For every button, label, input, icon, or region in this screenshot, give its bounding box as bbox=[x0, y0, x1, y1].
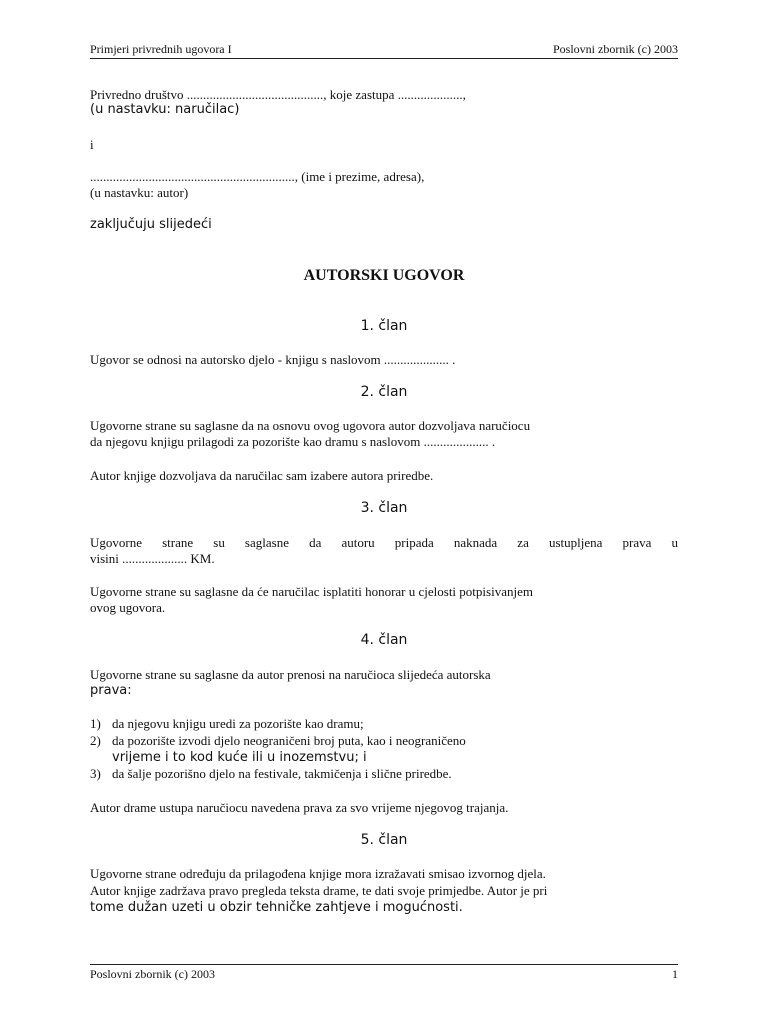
article-4-text-para2: Autor drame ustupa naručiocu navedena prava za svo vrijeme njegovog trajanja. bbox=[90, 800, 509, 815]
header-rule bbox=[90, 58, 678, 59]
article-3-text-line1: Ugovorne strane su saglasne da autoru pripada naknada za ustupljena prava u bbox=[90, 535, 678, 550]
article-4-text-line1: Ugovorne strane su saglasne da autor prenosi na naručioca slijedeća autorska bbox=[90, 667, 491, 682]
party-company-note: (u nastavku: naručilac) bbox=[90, 102, 240, 117]
party-conjunction: i bbox=[90, 137, 94, 152]
party-author-note: (u nastavku: autor) bbox=[90, 185, 189, 200]
article-5-text-line3: tome dužan uzeti u obzir tehničke zahtjeve i mogućnosti. bbox=[90, 900, 463, 915]
article-4-text-line2: prava: bbox=[90, 683, 132, 698]
article-2-text-para2: Autor knjige dozvoljava da naručilac sam izabere autora priredbe. bbox=[90, 468, 434, 483]
article-1-heading: 1. član bbox=[360, 318, 408, 334]
header-right: Poslovni zbornik (c) 2003 bbox=[553, 42, 678, 56]
list-item bbox=[90, 733, 466, 749]
article-2-heading: 2. član bbox=[360, 384, 408, 400]
list-item-number: 2) bbox=[90, 733, 101, 748]
article-3-text-para2-line1: Ugovorne strane su saglasne da će naručilac isplatiti honorar u cjelosti potpisivanjem bbox=[90, 584, 533, 599]
list-item-number: 1) bbox=[90, 716, 101, 731]
footer-left: Poslovni zbornik (c) 2003 bbox=[90, 967, 215, 981]
party-author-line: ..............................................................., (ime i prezime, adresa), bbox=[90, 169, 425, 184]
list-item bbox=[90, 716, 364, 732]
article-3-text-line2: visini .................... KM. bbox=[90, 551, 215, 566]
list-item-number: 3) bbox=[90, 766, 101, 781]
conclude-text: zaključuju slijedeći bbox=[90, 217, 212, 232]
article-2-text-line1: Ugovorne strane su saglasne da na osnovu ovog ugovora autor dozvoljava naručiocu bbox=[90, 418, 531, 433]
list-item-text: da pozorište izvodi djelo neograničeni broj puta, kao i neograničeno bbox=[112, 733, 466, 748]
list-item-continuation: vrijeme i to kod kuće ili u inozemstvu; i bbox=[112, 750, 367, 765]
page-number: 1 bbox=[672, 967, 678, 981]
header-left: Primjeri privrednih ugovora I bbox=[90, 42, 232, 56]
article-1-text: Ugovor se odnosi na autorsko djelo - knjigu s naslovom .................... . bbox=[90, 352, 456, 367]
list-item-text: da šalje pozorišno djelo na festivale, takmičenja i slične priredbe. bbox=[112, 766, 452, 781]
footer-rule bbox=[90, 964, 678, 965]
article-3-text-para2-line2: ovog ugovora. bbox=[90, 600, 166, 615]
article-5-text-line1: Ugovorne strane određuju da prilagođena knjige mora izražavati smisao izvornog djela. bbox=[90, 866, 546, 881]
article-3-heading: 3. član bbox=[360, 500, 408, 516]
article-5-heading: 5. član bbox=[360, 832, 408, 848]
party-company-line: Privredno društvo .........................................., koje zastupa ...................., bbox=[90, 87, 466, 102]
article-5-text-line2: Autor knjige zadržava pravo pregleda teksta drame, te dati svoje primjedbe. Autor je pri bbox=[90, 883, 548, 898]
list-item bbox=[90, 766, 452, 782]
document-title: AUTORSKI UGOVOR bbox=[303, 267, 465, 284]
article-2-text-line2: da njegovu knjigu prilagodi za pozorište kao dramu s naslovom .................... . bbox=[90, 434, 496, 449]
article-4-heading: 4. član bbox=[360, 632, 408, 648]
list-item-text: da njegovu knjigu uredi za pozorište kao dramu; bbox=[112, 716, 364, 731]
